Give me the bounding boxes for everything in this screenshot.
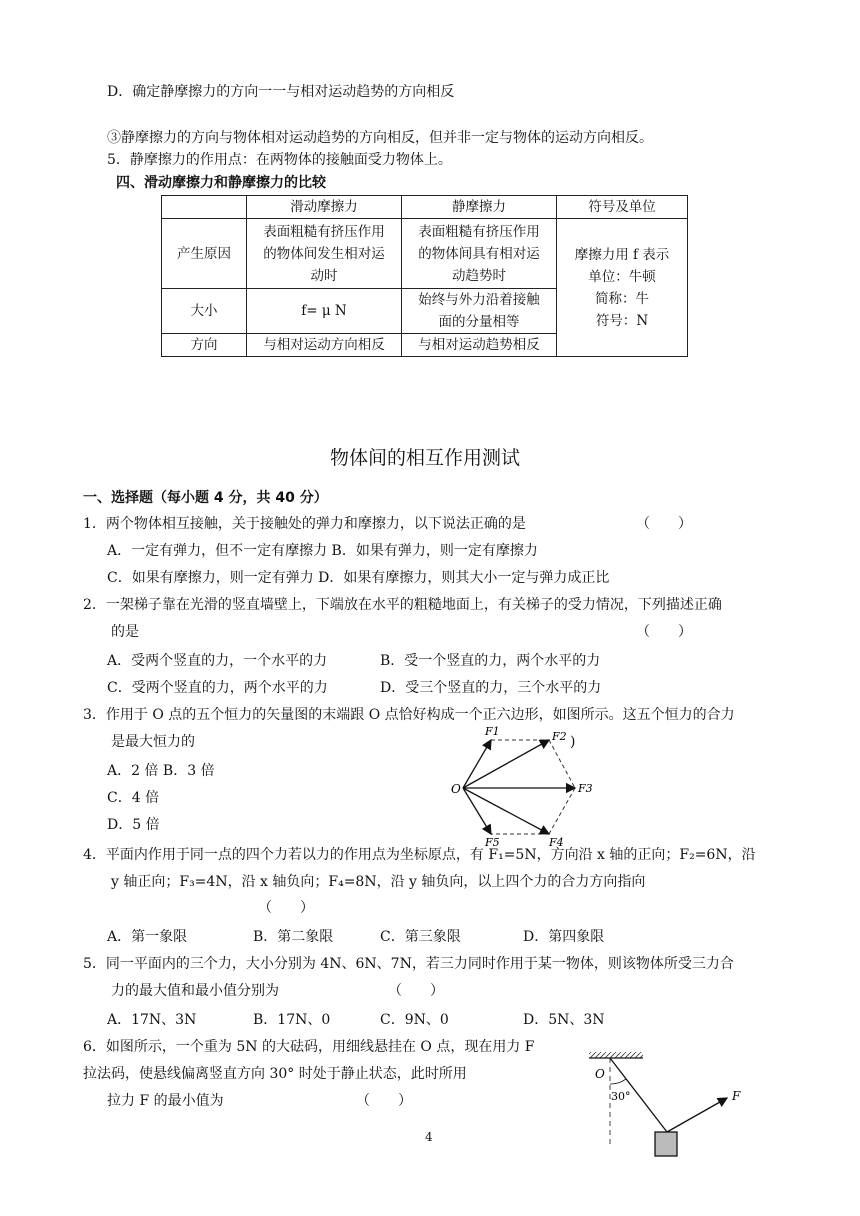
units-cell (557, 219, 688, 357)
cell-line: 面的分量相等 (438, 314, 520, 330)
row-direction-label: 方向 (162, 334, 247, 357)
q3-option-d: D．5 倍 (107, 817, 160, 833)
cell-line: 单位：牛顿 (588, 268, 656, 285)
row-cause-sliding (247, 219, 402, 289)
row-direction-sliding: 与相对运动方向相反 (247, 334, 402, 357)
f5-label: F5 (485, 836, 500, 849)
pendulum-diagram (585, 1048, 755, 1160)
angle-30-label: 30° (611, 1090, 631, 1103)
row-size-label: 大小 (162, 289, 247, 334)
option-d-text: D．确定静摩擦力的方向一一与相对运动趋势的方向相反 (107, 84, 455, 100)
cell-line: 始终与外力沿着接触 (418, 292, 540, 308)
q6-stem-line2: 拉法码，使悬线偏离竖直方向 30° 时处于静止状态，此时所用 (83, 1066, 467, 1082)
angle-arc (610, 1079, 626, 1084)
q3-stem-line2: 是最大恒力的 (111, 734, 195, 750)
q5-option-a: A．17N、3N (107, 1012, 197, 1028)
cell-line: 符号：N (595, 312, 649, 329)
section-1-heading: 一、选择题（每小题 4 分，共 40 分） (83, 490, 328, 506)
comparison-table (161, 195, 688, 357)
test-title: 物体间的相互作用测试 (330, 447, 521, 469)
q1-options-ab: A．一定有弹力，但不一定有摩擦力 B．如果有弹力，则一定有摩擦力 (107, 543, 538, 559)
row-size-static (402, 289, 557, 334)
q2-option-c: C．受两个竖直的力，两个水平的力 (107, 680, 328, 696)
row-direction-static: 与相对运动趋势相反 (402, 334, 557, 357)
section-4-heading: 四、滑动摩擦力和静摩擦力的比较 (116, 175, 326, 191)
q5-option-b: B．17N、0 (253, 1012, 331, 1028)
q3-answer-paren: ) (570, 734, 576, 750)
point-5-text: 5．静摩擦力的作用点：在两物体的接触面受力物体上。 (107, 152, 452, 168)
f3-label: F3 (578, 782, 593, 795)
row-cause-label: 产生原因 (162, 219, 247, 289)
cell-line: 动趋势时 (452, 267, 506, 284)
q5-answer-blank: （ ） (388, 983, 444, 999)
hexagon-force-diagram (445, 722, 605, 850)
q1-answer-blank: （ ） (636, 516, 692, 532)
q5-stem-line2: 力的最大值和最小值分别为 (111, 983, 279, 999)
cell-line: 动时 (310, 267, 338, 284)
q4-option-c: C．第三象限 (380, 929, 461, 945)
cell-line: 表面粗糙有挤压作用 (263, 223, 385, 240)
q1-stem: 1．两个物体相互接触，关于接触处的弹力和摩擦力，以下说法正确的是 (83, 516, 526, 532)
q3-options-ab: A．2 倍 B．3 倍 (107, 763, 215, 779)
q2-answer-blank: （ ） (636, 624, 692, 640)
page-number: 4 (425, 1130, 433, 1144)
q4-option-d: D．第四象限 (523, 929, 605, 945)
ceiling-hatch (589, 1052, 643, 1058)
cell-line: 的物体间发生相对运 (263, 245, 385, 262)
weight-block (655, 1132, 677, 1156)
cell-line: 摩擦力用 f 表示 (574, 246, 670, 263)
q6-stem-line3: 拉力 F 的最小值为 (107, 1093, 224, 1109)
origin-o-label: O (451, 782, 461, 796)
force-f-arrow (667, 1098, 727, 1132)
q6-stem-line1: 6．如图所示，一个重为 5N 的大砝码，用细线悬挂在 O 点，现在用力 F (83, 1039, 535, 1055)
q4-option-a: A．第一象限 (107, 929, 188, 945)
q3-stem-line1: 3．作用于 O 点的五个恒力的矢量图的末端跟 O 点恰好构成一个正六边形，如图所示。这五个恒力的合力 (83, 707, 735, 723)
cell-line: 简称：牛 (595, 290, 649, 307)
f2-label: F2 (552, 730, 567, 743)
q2-option-a: A．受两个竖直的力，一个水平的力 (107, 653, 328, 669)
row-size-sliding: f= μ N (247, 289, 402, 334)
force-f-label: F (732, 1089, 741, 1103)
q1-options-cd: C．如果有摩擦力，则一定有弹力 D．如果有摩擦力，则其大小一定与弹力成正比 (107, 570, 610, 586)
q2-option-d: D．受三个竖直的力，三个水平的力 (380, 680, 602, 696)
q2-option-b: B．受一个竖直的力，两个水平的力 (380, 653, 601, 669)
cell-line: 表面粗糙有挤压作用 (418, 223, 540, 240)
q3-option-c: C．4 倍 (107, 790, 160, 806)
q2-stem-line1: 2．一架梯子靠在光滑的竖直墙壁上，下端放在水平的粗糙地面上，有关梯子的受力情况，下列描述正确 (83, 597, 722, 613)
row-cause-static (402, 219, 557, 289)
q5-option-d: D．5N、3N (523, 1012, 605, 1028)
q4-answer-blank: （ ） (258, 900, 314, 916)
f1-label: F1 (485, 725, 500, 738)
table-header-sliding: 滑动摩擦力 (247, 196, 402, 219)
q5-stem-line1: 5．同一平面内的三个力，大小分别为 4N、6N、7N，若三力同时作用于某一物体，则该物体所受三力合 (83, 956, 734, 972)
table-header-static: 静摩擦力 (402, 196, 557, 219)
cell-line: 的物体间具有相对运 (418, 245, 540, 262)
q6-answer-blank: （ ） (356, 1093, 412, 1109)
f4-label: F4 (549, 836, 564, 849)
q5-option-c: C．9N、0 (380, 1012, 449, 1028)
point-3-text: ③静摩擦力的方向与物体相对运动趋势的方向相反，但并非一定与物体的运动方向相反。 (107, 130, 653, 146)
q4-option-b: B．第二象限 (253, 929, 334, 945)
pivot-o-label: O (595, 1067, 605, 1081)
q4-stem-line1: 4．平面内作用于同一点的四个力若以力的作用点为坐标原点，有 F₁=5N，方向沿 x 轴的正向；F₂=6N，沿 (83, 847, 756, 863)
q2-stem-line2: 的是 (111, 624, 139, 640)
table-header-units: 符号及单位 (557, 196, 688, 219)
table-header-empty (162, 196, 247, 219)
q4-stem-line2: y 轴正向；F₃=4N，沿 x 轴负向；F₄=8N，沿 y 轴负向，以上四个力的合力方向指向 (111, 874, 646, 890)
